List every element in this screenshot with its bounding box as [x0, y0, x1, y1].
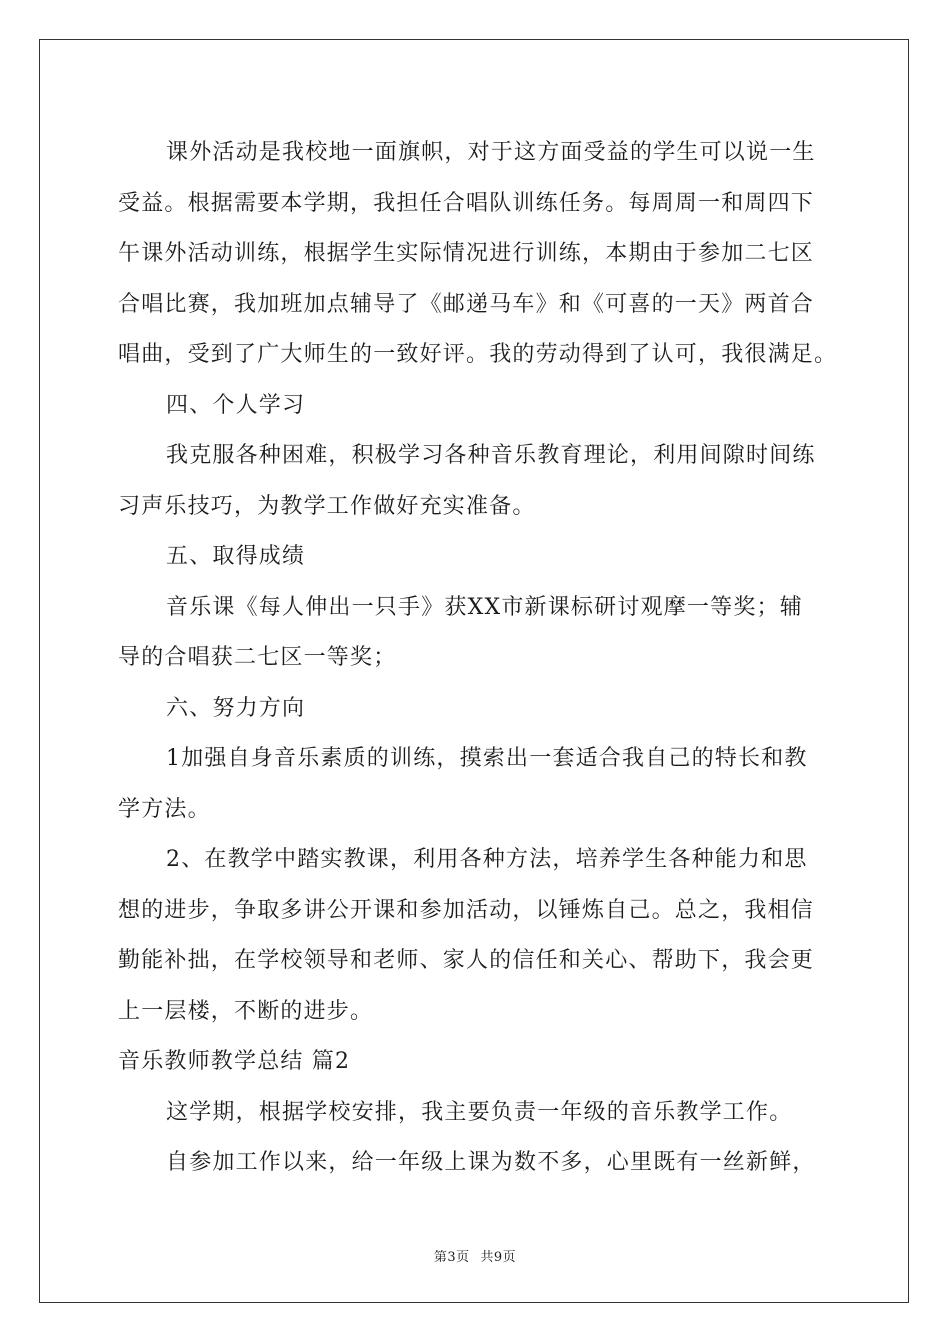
paragraph-line: 我克服各种困难，积极学习各种音乐教育理论，利用间隙时间练	[166, 443, 816, 468]
section-heading: 五、取得成绩	[166, 544, 306, 569]
paragraph-line: 午课外活动训练，根据学生实际情况进行训练，本期由于参加二七区	[118, 241, 815, 266]
section-heading: 四、个人学习	[166, 392, 306, 418]
paragraph-line: 上一层楼，不断的进步。	[118, 998, 374, 1024]
paragraph-line: 受益。根据需要本学期，我担任合唱队训练任务。每周周一和周四下	[118, 190, 815, 216]
paragraph-line: 唱曲，受到了广大师生的一致好评。我的劳动得到了认可，我很满足。	[118, 342, 838, 367]
paragraph-line: 音乐课《每人伸出一只手》获XX市新课标研讨观摩一等奖；辅	[166, 594, 803, 620]
paragraph-line: 这学期，根据学校安排，我主要负责一年级的音乐教学工作。	[166, 1099, 793, 1125]
paragraph-line: 勤能补拙，在学校领导和老师、家人的信任和关心、帮助下，我会更	[118, 948, 815, 973]
page-number: 第3页	[433, 1250, 470, 1265]
paragraph-line: 学方法。	[118, 796, 211, 822]
paragraph-line: 自参加工作以来，给一年级上课为数不多，心里既有一丝新鲜，	[166, 1150, 816, 1175]
paragraph-line: 习声乐技巧，为教学工作做好充实准备。	[118, 493, 536, 519]
section-heading: 六、努力方向	[166, 695, 306, 721]
paragraph-line: 课外活动是我校地一面旗帜，对于这方面受益的学生可以说一生	[166, 140, 816, 165]
paragraph-line: 2、在教学中踏实教课，利用各种方法，培养学生各种能力和思	[166, 847, 808, 872]
paragraph-line: 想的进步，争取多讲公开课和参加活动，以锤炼自己。总之，我相信	[118, 897, 815, 923]
paragraph-line: 导的合唱获二七区一等奖；	[118, 645, 397, 670]
paragraph-line: 1加强自身音乐素质的训练，摸索出一套适合我自己的特长和教	[166, 746, 808, 771]
page-total: 共9页	[480, 1250, 517, 1265]
article-title: 音乐教师教学总结 篇2	[118, 1049, 351, 1074]
paragraph-line: 合唱比赛，我加班加点辅导了《邮递马车》和《可喜的一天》两首合	[118, 291, 815, 317]
document-body	[118, 128, 848, 1189]
page-footer	[0, 1246, 950, 1265]
